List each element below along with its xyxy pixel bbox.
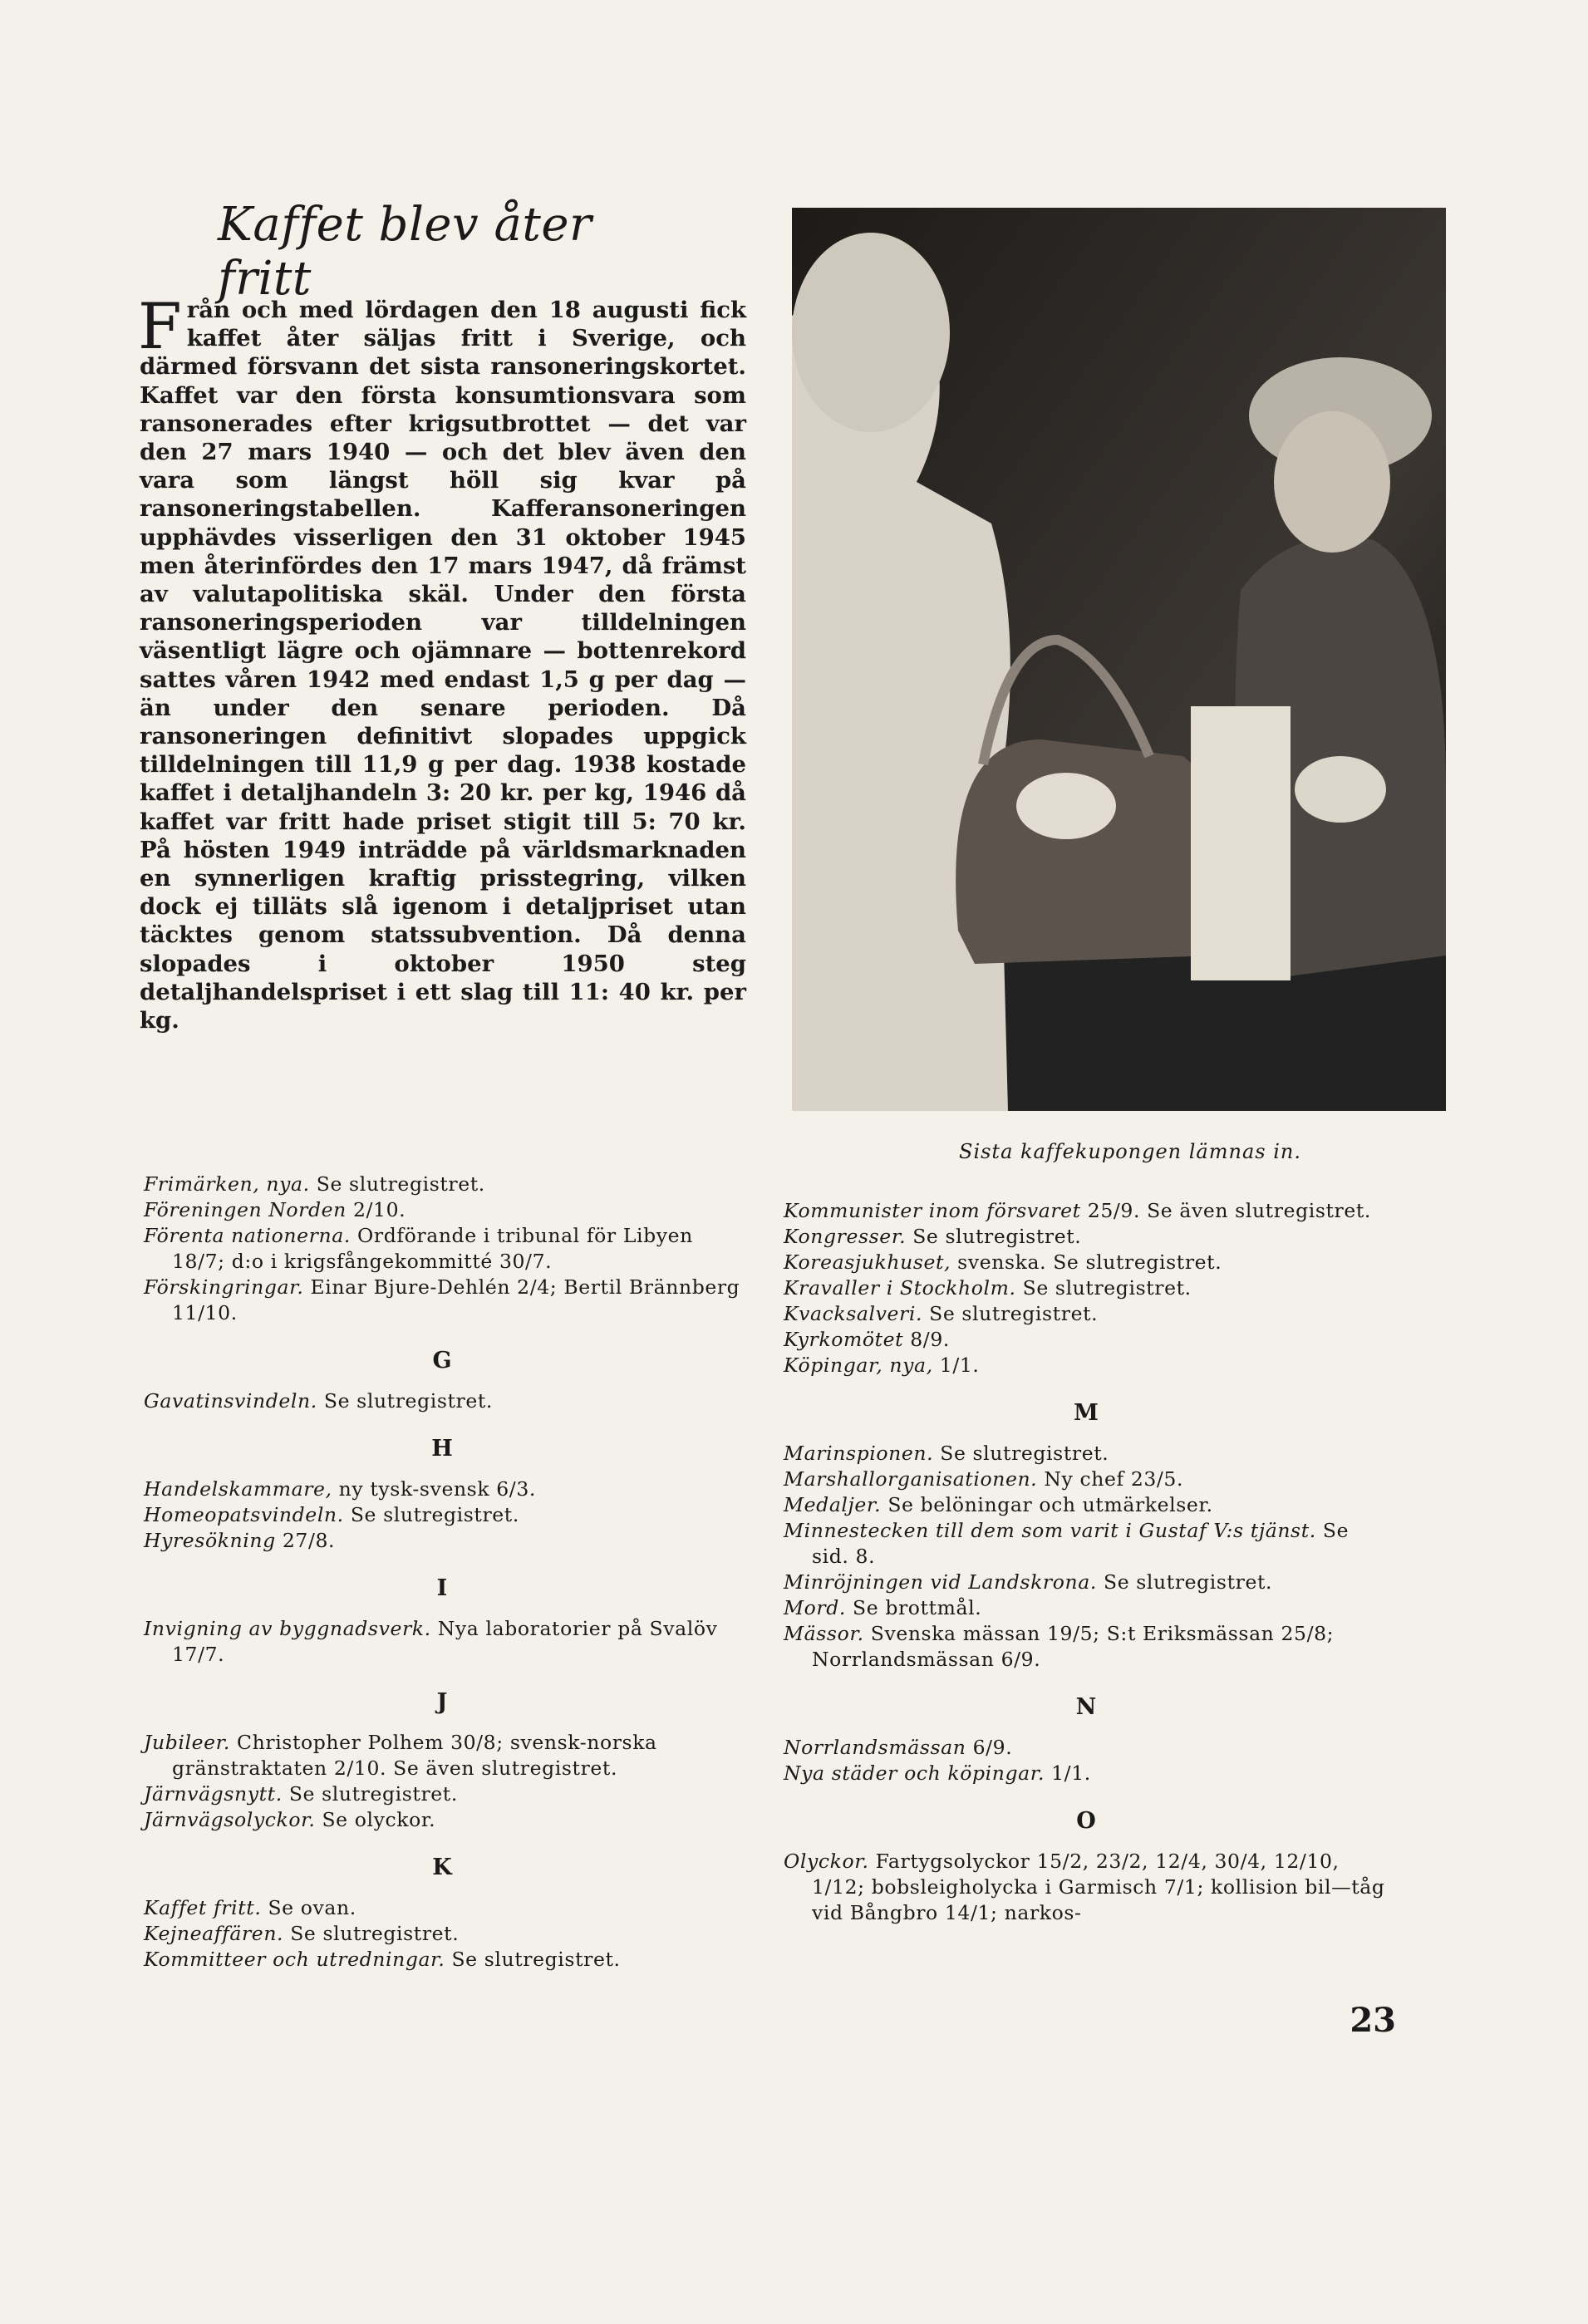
section-letter: N	[1075, 1694, 1097, 1720]
index-column-left	[144, 1172, 740, 1973]
index-entry: Marshallorganisationen. Ny chef 23/5.	[784, 1467, 1184, 1491]
index-entry: Koreasjukhuset, svenska. Se slutregistret.	[784, 1250, 1222, 1274]
index-entry: Invigning av byggnadsverk. Nya laboratorier på Svalöv 17/7.	[144, 1617, 718, 1666]
index-entry: Förenta nationerna. Ordförande i tribunal för Libyen 18/7; d:o i krigsfångekommitté 30/7.	[144, 1224, 693, 1273]
index-entry: Norrlandsmässan 6/9.	[784, 1736, 1013, 1759]
article-body	[138, 289, 746, 1034]
section-letter: O	[1076, 1808, 1096, 1834]
index-column-right	[784, 1198, 1389, 1926]
index-entry: Nya städer och köpingar. 1/1.	[784, 1761, 1091, 1785]
section-letter: I	[436, 1575, 448, 1601]
article-title: Kaffet blev åter fritt	[218, 198, 592, 306]
clerk-hands	[1016, 773, 1116, 839]
index-entry: Köpingar, nya, 1/1.	[784, 1354, 980, 1377]
index-entry: Homeopatsvindeln. Se slutregistret.	[144, 1503, 519, 1526]
index-entry: Föreningen Norden 2/10.	[144, 1198, 406, 1221]
index-entry: Kaffet fritt. Se ovan.	[144, 1896, 356, 1919]
section-letter: J	[436, 1689, 448, 1715]
customer-hand	[1295, 756, 1386, 823]
article-body-text: rån och med lördagen den 18 augusti fick kaffet åter säljas fritt i Sverige, och därmed försvann det sista ransoneringskortet. Kaffet var den första konsumtionsvara som ransonerades efter krigsutbrottet — det var den 27 mars 1940 — och det blev även den vara som längst höll sig kvar på ransoneringstabellen. Kafferansoneringen upphävdes visserligen den 31 oktober 1945 men återinfördes den 17 mars 1947, då främst av valutapolitiska skäl. Under den första ransoneringsperioden var tilldelningen väsentligt lägre och ojämnare — bottenrekord sattes våren 1942 med endast 1,5 g per dag — än under den senare perioden. Då ransoneringen definitivt slopades uppgick tilldelningen till 11,9 g per dag. 1938 kostade kaffet i detaljhandeln 3: 20 kr. per kg, 1946 då kaffet var fritt hade priset stigit till 5: 70 kr. På hösten 1949 inträdde på världsmarknaden en synnerligen kraftig prisstegring, vilken dock ej tilläts slå igenom i detaljpriset utan täcktes genom statssubvention. Då denna slopades i oktober 1950 steg detaljhandelspriset i ett slag till 11: 40 kr. per kg.	[140, 297, 746, 1034]
index-entry: Kyrkomötet 8/9.	[784, 1328, 950, 1351]
index-entry: Kommitteer och utredningar. Se slutregistret.	[144, 1948, 621, 1971]
index-entry: Mässor. Svenska mässan 19/5; S:t Eriksmässan 25/8; Norrlandsmässan 6/9.	[784, 1622, 1335, 1671]
index-entry: Kejneaffären. Se slutregistret.	[144, 1922, 460, 1945]
index-entry: Minröjningen vid Landskrona. Se slutregistret.	[784, 1570, 1273, 1594]
drop-cap: F	[138, 289, 182, 363]
index-entry: Järnvägsolyckor. Se olyckor.	[144, 1808, 436, 1831]
index-entry: Kongresser. Se slutregistret.	[784, 1225, 1082, 1248]
index-entry: Hyresökning 27/8.	[144, 1529, 336, 1552]
index-entry: Gavatinsvindeln. Se slutregistret.	[144, 1389, 493, 1413]
customer-face	[1274, 411, 1390, 553]
index-entry: Minnestecken till dem som varit i Gustaf V:s tjänst. Se sid. 8.	[784, 1519, 1350, 1568]
page-number: 23	[1350, 2001, 1396, 2040]
section-letter: H	[431, 1436, 453, 1462]
index-entry: Förskingringar. Einar Bjure-Dehlén 2/4; Bertil Brännberg 11/10.	[144, 1275, 740, 1324]
index-entry: Kommunister inom försvaret 25/9. Se även slutregistret.	[784, 1199, 1371, 1222]
index-entry: Olyckor. Fartygsolyckor 15/2, 23/2, 12/4, 30/4, 12/10, 1/12; bobsleigholycka i Garmisch 7/1; kollision bil—tåg vid Bångbro 14/1; narkos-	[784, 1850, 1385, 1924]
article-photo	[792, 208, 1446, 1111]
index-entry: Marinspionen. Se slutregistret.	[784, 1442, 1109, 1465]
handbag	[956, 739, 1217, 964]
index-entry: Jubileer. Christopher Polhem 30/8; svensk-norska gränstraktaten 2/10. Se även slutregistret.	[144, 1731, 657, 1780]
section-letter: M	[1074, 1400, 1099, 1426]
index-entry: Handelskammare, ny tysk-svensk 6/3.	[144, 1477, 536, 1501]
coffee-package	[1191, 706, 1291, 980]
section-letter: G	[432, 1348, 452, 1373]
index-entry: Frimärken, nya. Se slutregistret.	[144, 1172, 485, 1196]
photo-caption: Sista kaffekupongen lämnas in.	[959, 1140, 1301, 1163]
index-entry: Mord. Se brottmål.	[784, 1596, 982, 1619]
index-entry: Medaljer. Se belöningar och utmärkelser.	[784, 1493, 1213, 1516]
clerk-head	[792, 233, 950, 432]
section-letter: K	[432, 1855, 452, 1880]
index-entry: Kvacksalveri. Se slutregistret.	[784, 1302, 1099, 1325]
index-entry: Kravaller i Stockholm. Se slutregistret.	[784, 1276, 1192, 1300]
index-entry: Järnvägsnytt. Se slutregistret.	[144, 1782, 458, 1806]
